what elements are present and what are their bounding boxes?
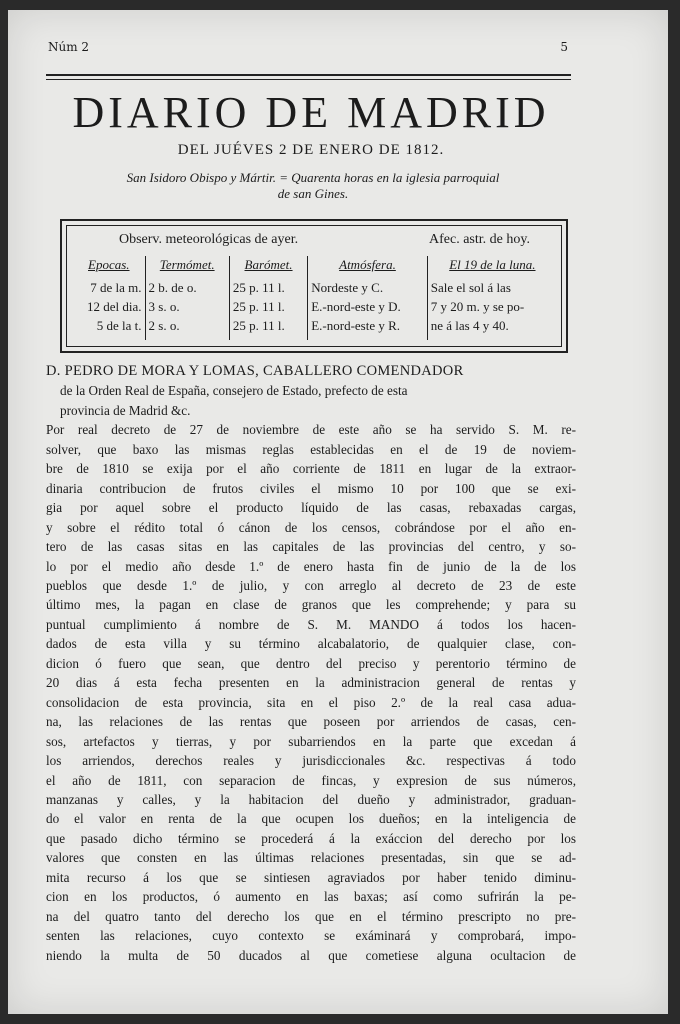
- barometro-cell: 25 p. 11 l.: [232, 280, 285, 295]
- saints-line-2: de san Gines.: [277, 186, 349, 201]
- article-line: consolidacion de esta provincia, sita en el piso 2.º de la real casa adua-: [46, 694, 576, 710]
- issue-number: Núm 2: [48, 40, 90, 54]
- col-epocas: [73, 256, 146, 340]
- termometro-cell: 3 s. o.: [148, 299, 180, 314]
- epoca-cell: 5 de la t.: [96, 318, 142, 333]
- col-header-luna: El 19 de la luna.: [449, 257, 536, 272]
- col-atmosfera: [308, 256, 428, 340]
- article-line: manzanas y calles, y la habitacion del dueño y administrador, graduan-: [46, 791, 576, 807]
- article: [46, 362, 576, 965]
- termometro-cell: 2 b. de o.: [148, 280, 197, 295]
- article-line: que pasado dicho término se procederá á la exáccion del derecho por los: [46, 830, 576, 846]
- article-line: dados de esta villa y su término alcabalatorio, de qualquier clase, con-: [46, 636, 576, 652]
- weather-columns: [73, 256, 557, 340]
- article-line: 20 dias á esta fecha presenten en la administracion general de rentas y: [46, 675, 576, 691]
- article-line: senten las relaciones, cuyo contexto se exáminará y comprobará, impo-: [46, 928, 576, 944]
- saints-of-day: [58, 170, 568, 202]
- col-luna: [428, 256, 557, 340]
- epoca-cell: 7 de la m.: [90, 280, 142, 295]
- article-line: na del quatro tanto del derecho los que en el término prescripto no pre-: [46, 908, 576, 924]
- article-subheading-2: provincia de Madrid &c.: [60, 402, 191, 418]
- page-number: 5: [560, 40, 568, 54]
- col-header-atmosfera: Atmósfera.: [339, 257, 396, 272]
- article-line: pueblos que desde 1.º de julio, y con arreglo al decreto de 23 de este: [46, 577, 576, 593]
- article-body: [46, 420, 576, 965]
- article-heading: D. PEDRO DE MORA Y LOMAS, CABALLERO COMENDADOR: [46, 363, 464, 379]
- article-line: dinaria contribucion de frutos civiles el mismo 10 por 100 que se exi-: [46, 480, 576, 496]
- article-subheading-1: de la Orden Real de España, consejero de Estado, prefecto de esta: [60, 383, 408, 399]
- col-header-epocas: Epocas.: [88, 257, 130, 272]
- epoca-cell: 12 del dia.: [87, 299, 142, 314]
- dateline: DEL JUÉVES 2 DE ENERO DE 1812.: [177, 142, 445, 158]
- newspaper-page: [8, 10, 668, 1014]
- top-rule-thin: [46, 79, 571, 80]
- article-line: Por real decreto de 27 de noviembre de este año se ha servido S. M. re-: [46, 422, 576, 438]
- top-rule: [46, 74, 571, 76]
- col-header-barometro: Barómet.: [244, 257, 293, 272]
- article-line: solver, que baxo las mismas reglas establecidas en el de 19 de noviem-: [46, 441, 576, 457]
- article-line: y sobre el rédito total ó cánon de los censos, cobrándose por el año en-: [46, 519, 576, 535]
- article-line: puntual cumplimiento á nombre de S. M. MANDO á todos los hacen-: [46, 616, 576, 632]
- termometro-cell: 2 s. o.: [148, 318, 180, 333]
- article-line: lo por el medio año desde 1.º de enero hasta fin de junio de la de los: [46, 558, 576, 574]
- article-line: sos, artefactos y tierras, y por subarriendos en la parte que excedan á: [46, 733, 576, 749]
- weather-table-inner: [66, 225, 562, 347]
- atmosfera-cell: E.-nord-este y R.: [311, 318, 401, 333]
- col-termometro: [146, 256, 230, 340]
- article-line: do el valor en renta de la que ocupen los dueños; en la inteligencia de: [46, 811, 576, 827]
- col-barometro: [230, 256, 308, 340]
- page-topline: [48, 40, 568, 54]
- article-line: valores que consten en las últimas relaciones presentadas, sin que se ad-: [46, 850, 576, 866]
- article-line: niendo la multa de 50 ducados al que cometiese alguna ocultacion de: [46, 947, 576, 963]
- weather-header: [67, 230, 561, 252]
- article-line: gia por aquel sobre el producto líquido de las casas, rebaxadas cargas,: [46, 500, 576, 516]
- article-line: cion en los productos, ó aumento en las baxas; así como sufrirán la pe-: [46, 889, 576, 905]
- article-line: dicion ó fuero que sean, que dentro del preciso y perentorio término de: [46, 655, 576, 671]
- astro-title: Afec. astr. de hoy.: [429, 232, 530, 247]
- weather-table: [60, 219, 568, 353]
- barometro-cell: 25 p. 11 l.: [232, 299, 285, 314]
- masthead-title: DIARIO DE MADRID: [72, 88, 550, 137]
- saints-line-1: San Isidoro Obispo y Mártir. = Quarenta horas en la iglesia parroquial: [126, 170, 500, 185]
- luna-cell: Sale el sol á las: [430, 280, 511, 295]
- article-line: na, las relaciones de las rentas que poseen por arriendos de casas, cen-: [46, 714, 576, 730]
- article-line: tero de las casas sitas en las capitales de las provincias del centro, y so-: [46, 539, 576, 555]
- luna-cell: ne á las 4 y 40.: [430, 318, 509, 333]
- atmosfera-cell: E.-nord-este y D.: [311, 299, 401, 314]
- atmosfera-cell: Nordeste y C.: [311, 280, 384, 295]
- article-line: último mes, la pagan en clase de granos que les comprehende; y para su: [46, 597, 576, 613]
- article-line: mita recurso á los que se sintiesen agraviados por haber tenido diminu-: [46, 869, 576, 885]
- col-header-termometro: Termómet.: [159, 257, 215, 272]
- weather-observations-title: Observ. meteorológicas de ayer.: [119, 232, 299, 247]
- article-line: el año de 1811, con separacion de fincas, y expresion de sus números,: [46, 772, 576, 788]
- article-line: bre de 1810 se exija por el año corriente de 1811 en lugar de la extraor-: [46, 461, 576, 477]
- article-line: los arriendos, derechos reales y jurisdiccionales &c. respectivas á todo: [46, 753, 576, 769]
- luna-cell: 7 y 20 m. y se po-: [430, 299, 525, 314]
- barometro-cell: 25 p. 11 l.: [232, 318, 285, 333]
